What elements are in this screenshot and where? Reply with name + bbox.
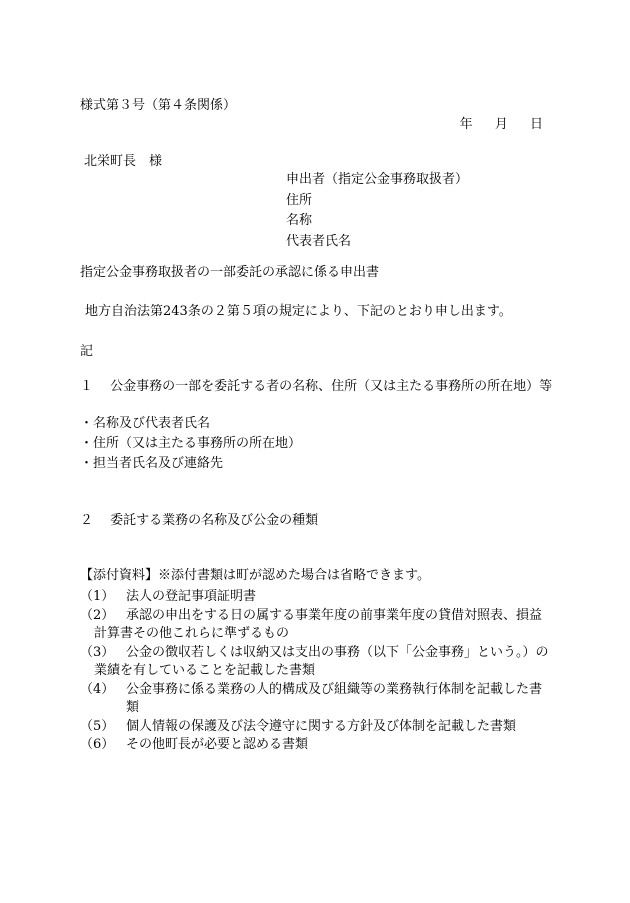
attachment-item [80, 607, 550, 644]
attachment-text: 個人情報の保護及び法令遵守に関する方針及び体制を記載した書類 [126, 718, 517, 734]
attachment-text: 承認の申出をする日の属する事業年度の前事業年度の貸借対照表、損益計算書その他これらに準ずるもの [94, 607, 543, 641]
attachment-item [80, 736, 550, 755]
date-year-label: 年 [459, 117, 475, 132]
attachments-heading: 【添付資料】※添付書類は町が認めた場合は省略できます。 [80, 568, 430, 583]
attachment-text: 公金の徴収若しくは収納又は支出の事務（以下「公金事務」という。）の業績を有していることを記載した書類 [94, 644, 549, 678]
date-month-label: 月 [494, 117, 510, 132]
attachment-text: 法人の登記事項証明書 [126, 589, 257, 604]
document-title: 指定公金事務取扱者の一部委託の承認に係る申出書 [80, 265, 380, 280]
date-line [446, 117, 545, 134]
item-1-heading: １ 公金事務の一部を委託する者の名称、住所（又は主たる事務所の所在地）等 [80, 379, 553, 394]
attachment-number: （4） [80, 681, 115, 697]
attachment-number: （6） [80, 737, 115, 752]
applicant-name-label: 名称 [286, 213, 313, 228]
applicant-representative-label: 代表者氏名 [286, 233, 352, 249]
bullet-item: ・担当者氏名及び連絡先 [80, 456, 224, 471]
attachment-number: （2） [80, 607, 115, 623]
item-2-heading: ２ 委託する業務の名称及び公金の種類 [80, 513, 319, 528]
attachment-number: （1） [80, 589, 115, 604]
bullet-item: ・名称及び代表者氏名 [80, 416, 211, 431]
attachment-item [80, 588, 550, 607]
attachment-item [80, 718, 550, 737]
attachment-text: その他町長が必要と認める書類 [126, 737, 309, 752]
applicant-address-label: 住所 [286, 192, 313, 208]
attachment-number: （5） [80, 718, 115, 734]
form-number: 様式第３号（第４条関係） [80, 98, 237, 113]
applicant-heading: 申出者（指定公金事務取扱者） [286, 172, 469, 187]
attachments-list [80, 588, 550, 755]
intro-paragraph: 地方自治法第243条の２第５項の規定により、下記のとおり申し出ます。 [85, 304, 512, 319]
addressee: 北栄町長 様 [84, 154, 163, 169]
applicant-block [286, 172, 468, 254]
ki-heading: 記 [80, 344, 94, 359]
date-day-label: 日 [529, 117, 545, 132]
item-1-bullets [80, 416, 301, 476]
attachment-number: （3） [80, 644, 115, 660]
bullet-item: ・住所（又は主たる事務所の所在地） [80, 436, 302, 451]
attachment-text: 公金事務に係る業務の人的構成及び組織等の業務執行体制を記載した書類 [126, 681, 543, 715]
attachment-item [80, 644, 550, 681]
attachment-item [80, 681, 550, 718]
